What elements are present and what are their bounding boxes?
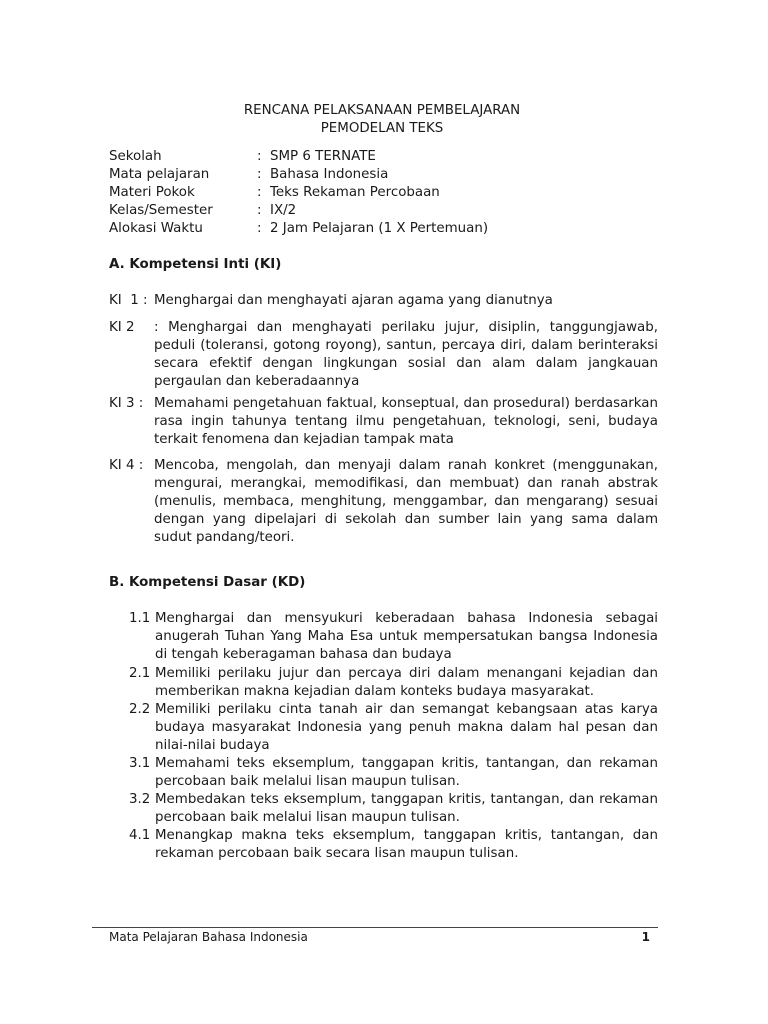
info-label: Sekolah bbox=[109, 149, 162, 164]
info-row bbox=[109, 220, 488, 238]
kd-number: 2.2 bbox=[129, 702, 151, 717]
info-table bbox=[109, 148, 488, 238]
kd-item bbox=[109, 755, 658, 791]
ki-text: : Menghargai dan menghayati perilaku jujur, disiplin, tanggungjawab, peduli (toleransi, gotong royong), santun, percaya diri, dalam berinteraksi secara efektif dengan lingkungan sosial dan alam dalam jangkauan pergaulan dan keberadaannya bbox=[154, 320, 658, 389]
info-colon: : bbox=[257, 167, 262, 182]
page-number: 1 bbox=[641, 930, 650, 944]
ki-text: Menghargai dan menghayati ajaran agama yang dianutnya bbox=[154, 293, 553, 308]
info-colon: : bbox=[257, 203, 262, 218]
info-value: Teks Rekaman Percobaan bbox=[270, 185, 440, 200]
info-row bbox=[109, 184, 488, 202]
info-label: Alokasi Waktu bbox=[109, 221, 203, 236]
kd-text: Memiliki perilaku cinta tanah air dan semangat kebangsaan atas karya budaya masyarakat Indonesia yang penuh makna dalam hal pesan dan nilai-nilai budaya bbox=[155, 702, 658, 753]
info-value: SMP 6 TERNATE bbox=[270, 149, 376, 164]
kd-text: Menghargai dan mensyukuri keberadaan bahasa Indonesia sebagai anugerah Tuhan Yang Maha Esa untuk mempersatukan bangsa Indonesia di tengah keberagaman bahasa dan budaya bbox=[155, 611, 658, 662]
info-value: Bahasa Indonesia bbox=[270, 167, 389, 182]
kd-text: Memahami teks eksemplum, tanggapan kritis, tantangan, dan rekaman percobaan baik melalui lisan maupun tulisan. bbox=[155, 756, 658, 789]
kd-number: 3.1 bbox=[129, 756, 151, 771]
footer-subject: Mata Pelajaran Bahasa Indonesia bbox=[109, 930, 308, 944]
kd-number: 1.1 bbox=[129, 611, 151, 626]
ki-number: KI 3 : bbox=[109, 396, 144, 411]
info-colon: : bbox=[257, 185, 262, 200]
ki-number: KI 4 : bbox=[109, 458, 144, 473]
ki-item bbox=[109, 457, 658, 547]
title-line-1: RENCANA PELAKSANAAN PEMBELAJARAN bbox=[243, 103, 521, 118]
info-label: Mata pelajaran bbox=[109, 167, 210, 182]
section-b-heading: B. Kompetensi Dasar (KD) bbox=[109, 575, 306, 590]
kd-number: 4.1 bbox=[129, 828, 151, 843]
ki-number: KI 1 : bbox=[109, 293, 148, 308]
ki-text: Mencoba, mengolah, dan menyaji dalam ranah konkret (menggunakan, mengurai, merangkai, memodifikasi, dan membuat) dan ranah abstrak (menulis, membaca, menghitung, menggambar, dan mengarang) sesuai dengan yang dipelajari di sekolah dan sumber lain yang sama dalam sudut pandang/teori. bbox=[154, 458, 658, 545]
kd-number: 2.1 bbox=[129, 666, 151, 681]
info-value: 2 Jam Pelajaran (1 X Pertemuan) bbox=[270, 221, 489, 236]
info-colon: : bbox=[257, 221, 262, 236]
kd-number: 3.2 bbox=[129, 792, 151, 807]
info-row bbox=[109, 202, 488, 220]
ki-text: Memahami pengetahuan faktual, konseptual, dan prosedural) berdasarkan rasa ingin tahunya tentang ilmu pengetahuan, teknologi, seni, budaya terkait fenomena dan kejadian tampak mata bbox=[154, 396, 658, 447]
section-a-heading: A. Kompetensi Inti (KI) bbox=[109, 257, 282, 272]
info-row bbox=[109, 166, 488, 184]
info-value: IX/2 bbox=[270, 203, 297, 218]
document-title bbox=[0, 102, 764, 138]
kd-text: Menangkap makna teks eksemplum, tanggapan kritis, tantangan, dan rekaman percobaan baik secara lisan maupun tulisan. bbox=[155, 828, 658, 861]
title-line-2: PEMODELAN TEKS bbox=[320, 121, 444, 136]
ki-item bbox=[109, 292, 658, 310]
kd-text: Membedakan teks eksemplum, tanggapan kritis, tantangan, dan rekaman percobaan baik melalui lisan maupun tulisan. bbox=[155, 792, 658, 825]
ki-item bbox=[109, 395, 658, 449]
kd-item bbox=[109, 610, 658, 664]
kd-item bbox=[109, 665, 658, 701]
ki-item bbox=[109, 319, 658, 391]
ki-number: KI 2 bbox=[109, 320, 135, 335]
info-label: Materi Pokok bbox=[109, 185, 195, 200]
info-colon: : bbox=[257, 149, 262, 164]
kd-text: Memiliki perilaku jujur dan percaya diri dalam menangani kejadian dan memberikan makna kejadian dalam konteks budaya masyarakat. bbox=[155, 666, 658, 699]
info-label: Kelas/Semester bbox=[109, 203, 213, 218]
kd-item bbox=[109, 827, 658, 863]
kd-item bbox=[109, 791, 658, 827]
kd-item bbox=[109, 701, 658, 755]
info-row bbox=[109, 148, 488, 166]
